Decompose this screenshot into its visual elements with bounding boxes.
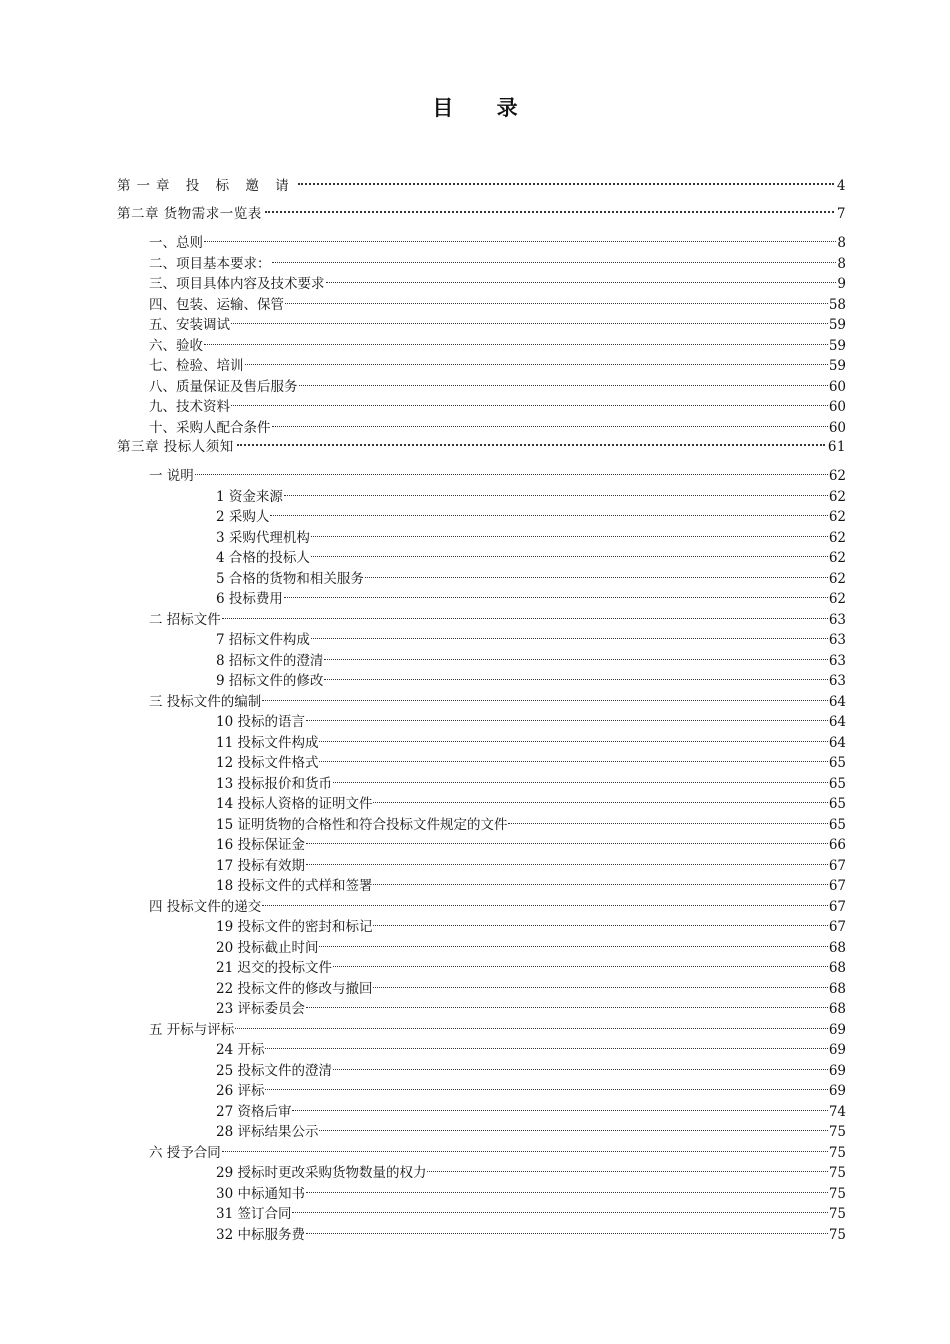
dot-leader [319, 1116, 827, 1136]
toc-entry-title: 第二章 货物需求一览表 [117, 206, 262, 222]
toc-page-number: 69 [828, 1042, 846, 1058]
toc-entry-title: 17 投标有效期 [216, 857, 305, 874]
dot-leader [319, 727, 827, 747]
toc-page-number: 68 [828, 939, 846, 956]
toc-page-number: 75 [828, 1185, 846, 1202]
toc-page-number: 75 [828, 1206, 846, 1222]
toc-page-number: 62 [828, 488, 846, 505]
toc-entry-title: 十、采购人配合条件 [149, 419, 271, 436]
toc-page-number: 59 [828, 358, 846, 374]
dot-leader [333, 952, 828, 972]
toc-entry-title: 10 投标的语言 [216, 714, 305, 730]
toc-entry[interactable] [216, 1219, 846, 1245]
dot-leader [298, 170, 834, 190]
toc-entry-title: 5 合格的货物和相关服务 [216, 570, 364, 587]
toc-page-number: 69 [828, 1083, 846, 1099]
toc-entry-title: 31 签订合同 [216, 1206, 292, 1222]
toc-entry-title: 20 投标截止时间 [216, 939, 319, 956]
toc-page-number: 64 [828, 693, 846, 710]
toc-entry-title: 22 投标文件的修改与撤回 [216, 980, 373, 997]
toc-entry-title: 六 授予合同 [149, 1144, 221, 1161]
dot-leader [265, 198, 834, 218]
toc-page-number: 8 [837, 255, 846, 272]
toc-page-number: 68 [828, 960, 846, 976]
toc-entry-title: 27 资格后审 [216, 1103, 292, 1120]
toc-page-number: 75 [828, 1144, 846, 1161]
toc-entry-title: 9 招标文件的修改 [216, 673, 324, 689]
toc-page-number: 75 [828, 1226, 846, 1243]
dot-leader [333, 768, 828, 788]
toc-entry-title: 五 开标与评标 [149, 1021, 235, 1038]
dot-leader [231, 309, 828, 329]
dot-leader [292, 1198, 827, 1218]
toc-page-number: 67 [828, 857, 846, 874]
dot-leader [333, 1055, 828, 1075]
toc-page-number: 59 [828, 337, 846, 354]
dot-leader [326, 268, 837, 288]
toc-entry-title: 四 投标文件的递交 [149, 898, 262, 915]
dot-leader [222, 1137, 828, 1157]
toc-entry-title: 12 投标文件格式 [216, 755, 319, 771]
toc-entry-title: 32 中标服务费 [216, 1226, 305, 1243]
toc-page-number: 68 [828, 980, 846, 997]
dot-leader [237, 431, 825, 451]
dot-leader [373, 973, 827, 993]
toc-page-number: 65 [828, 755, 846, 771]
toc-entry-title: 25 投标文件的澄清 [216, 1062, 332, 1079]
toc-entry-title: 一 说明 [149, 468, 194, 484]
toc-page-number: 60 [828, 399, 846, 415]
dot-leader [265, 1034, 827, 1054]
toc-entry-title: 2 采购人 [216, 509, 270, 525]
dot-leader [373, 870, 827, 890]
toc-page-number: 75 [828, 1165, 846, 1181]
toc-entry-title: 18 投标文件的式样和签署 [216, 878, 373, 894]
dot-leader [292, 1096, 827, 1116]
dot-leader [204, 227, 836, 247]
toc-page-number: 65 [828, 775, 846, 792]
toc-chapter-entry[interactable] [117, 170, 846, 196]
toc-entry-title: 五、安装调试 [149, 317, 230, 333]
toc-entry-title: 二 招标文件 [149, 611, 221, 628]
dot-leader [311, 624, 828, 644]
toc-entry-title: 30 中标通知书 [216, 1185, 305, 1202]
toc-page-number: 63 [828, 632, 846, 648]
toc-entry-title: 第一章 投 标 邀 请 [117, 178, 295, 194]
dot-leader [324, 645, 827, 665]
dot-leader [270, 501, 827, 521]
toc-page-number: 67 [828, 898, 846, 915]
toc-page-number: 67 [828, 919, 846, 935]
dot-leader [262, 686, 828, 706]
toc-entry-title: 1 资金来源 [216, 488, 283, 505]
dot-leader [508, 809, 827, 829]
dot-leader [231, 391, 828, 411]
toc-entry-title: 29 授标时更改采购货物数量的权力 [216, 1165, 427, 1181]
toc-page-number: 62 [828, 591, 846, 607]
toc-entry-title: 14 投标人资格的证明文件 [216, 796, 373, 812]
toc-page-number: 63 [828, 652, 846, 669]
dot-leader [306, 706, 828, 726]
toc-page-number: 68 [828, 1001, 846, 1017]
toc-entry-title: 28 评标结果公示 [216, 1124, 319, 1140]
toc-entry-title: 第三章 投标人须知 [117, 439, 234, 455]
toc-entry-title: 7 招标文件构成 [216, 632, 310, 648]
page-title: 目 录 [432, 96, 536, 120]
dot-leader [222, 604, 828, 624]
toc-page-number: 62 [828, 468, 846, 484]
toc-entry-title: 11 投标文件构成 [216, 734, 319, 751]
toc-page-number: 75 [828, 1124, 846, 1140]
dot-leader [299, 371, 828, 391]
toc-page-number: 58 [828, 296, 846, 313]
toc-entry-title: 13 投标报价和货币 [216, 775, 332, 792]
toc-entry-title: 4 合格的投标人 [216, 550, 310, 566]
toc-entry-title: 21 迟交的投标文件 [216, 960, 332, 976]
dot-leader [284, 583, 828, 603]
toc-entry-title: 19 投标文件的密封和标记 [216, 919, 373, 935]
toc-entry-title: 七、检验、培训 [149, 358, 244, 374]
dot-leader [306, 829, 828, 849]
toc-page-number: 62 [828, 570, 846, 587]
toc-entry-title: 3 采购代理机构 [216, 529, 310, 546]
dot-leader [306, 1219, 828, 1239]
toc-chapter-entry[interactable] [117, 431, 846, 457]
dot-leader [204, 330, 828, 350]
toc-page-number: 61 [827, 439, 846, 455]
dot-leader [235, 1014, 828, 1034]
toc-chapter-entry[interactable] [117, 198, 846, 224]
toc-page-number: 63 [828, 673, 846, 689]
dot-leader [365, 563, 828, 583]
dot-leader [373, 788, 827, 808]
toc-page-number: 64 [828, 714, 846, 730]
dot-leader [265, 1075, 827, 1095]
toc-page-number: 9 [837, 276, 846, 292]
toc-entry-title: 八、质量保证及售后服务 [149, 378, 298, 395]
toc-page-number: 62 [828, 550, 846, 566]
dot-leader [262, 891, 828, 911]
toc-page-number: 60 [828, 378, 846, 395]
toc-page-number: 7 [836, 206, 846, 222]
dot-leader [319, 932, 827, 952]
toc-entry-title: 三 投标文件的编制 [149, 693, 262, 710]
toc-entry-title: 三、项目具体内容及技术要求 [149, 276, 325, 292]
toc-entry-title: 23 评标委员会 [216, 1001, 305, 1017]
toc-page-number: 62 [828, 529, 846, 546]
toc-entry-title: 8 招标文件的澄清 [216, 652, 324, 669]
toc-page-number: 69 [828, 1021, 846, 1038]
toc-entry-title: 26 评标 [216, 1083, 265, 1099]
toc-page-number: 65 [828, 796, 846, 812]
toc-page-number: 63 [828, 611, 846, 628]
toc-page-number: 65 [828, 816, 846, 833]
dot-leader [245, 350, 828, 370]
toc-entry-title: 6 投标费用 [216, 591, 283, 607]
dot-leader [306, 1178, 828, 1198]
toc-entry-title: 15 证明货物的合格性和符合投标文件规定的文件 [216, 816, 508, 833]
dot-leader [311, 522, 828, 542]
dot-leader [311, 542, 828, 562]
dot-leader [272, 412, 828, 432]
toc-page-number: 59 [828, 317, 846, 333]
toc-entry-title: 一、总则 [149, 235, 203, 251]
dot-leader [284, 481, 828, 501]
toc-page-number: 67 [828, 878, 846, 894]
toc-page-number: 69 [828, 1062, 846, 1079]
dot-leader [306, 993, 828, 1013]
toc-page-number: 66 [828, 837, 846, 853]
dot-leader [319, 747, 827, 767]
toc-page-number: 74 [828, 1103, 846, 1120]
dot-leader [427, 1157, 827, 1177]
toc-page-number: 62 [828, 509, 846, 525]
dot-leader [272, 248, 837, 268]
toc-page-number: 64 [828, 734, 846, 751]
toc-entry-title: 六、验收 [149, 337, 203, 354]
toc-entry-title: 16 投标保证金 [216, 837, 305, 853]
toc-entry-title: 四、包装、运输、保管 [149, 296, 284, 313]
toc-entry-title: 九、技术资料 [149, 399, 230, 415]
toc-page-number: 60 [828, 419, 846, 436]
dot-leader [324, 665, 827, 685]
toc-entry-title: 二、项目基本要求： [149, 255, 271, 272]
dot-leader [285, 289, 828, 309]
dot-leader [306, 850, 828, 870]
dot-leader [373, 911, 827, 931]
toc-page-number: 8 [837, 235, 846, 251]
toc-page-number: 4 [836, 178, 846, 194]
toc-entry-title: 24 开标 [216, 1042, 265, 1058]
dot-leader [195, 460, 828, 480]
